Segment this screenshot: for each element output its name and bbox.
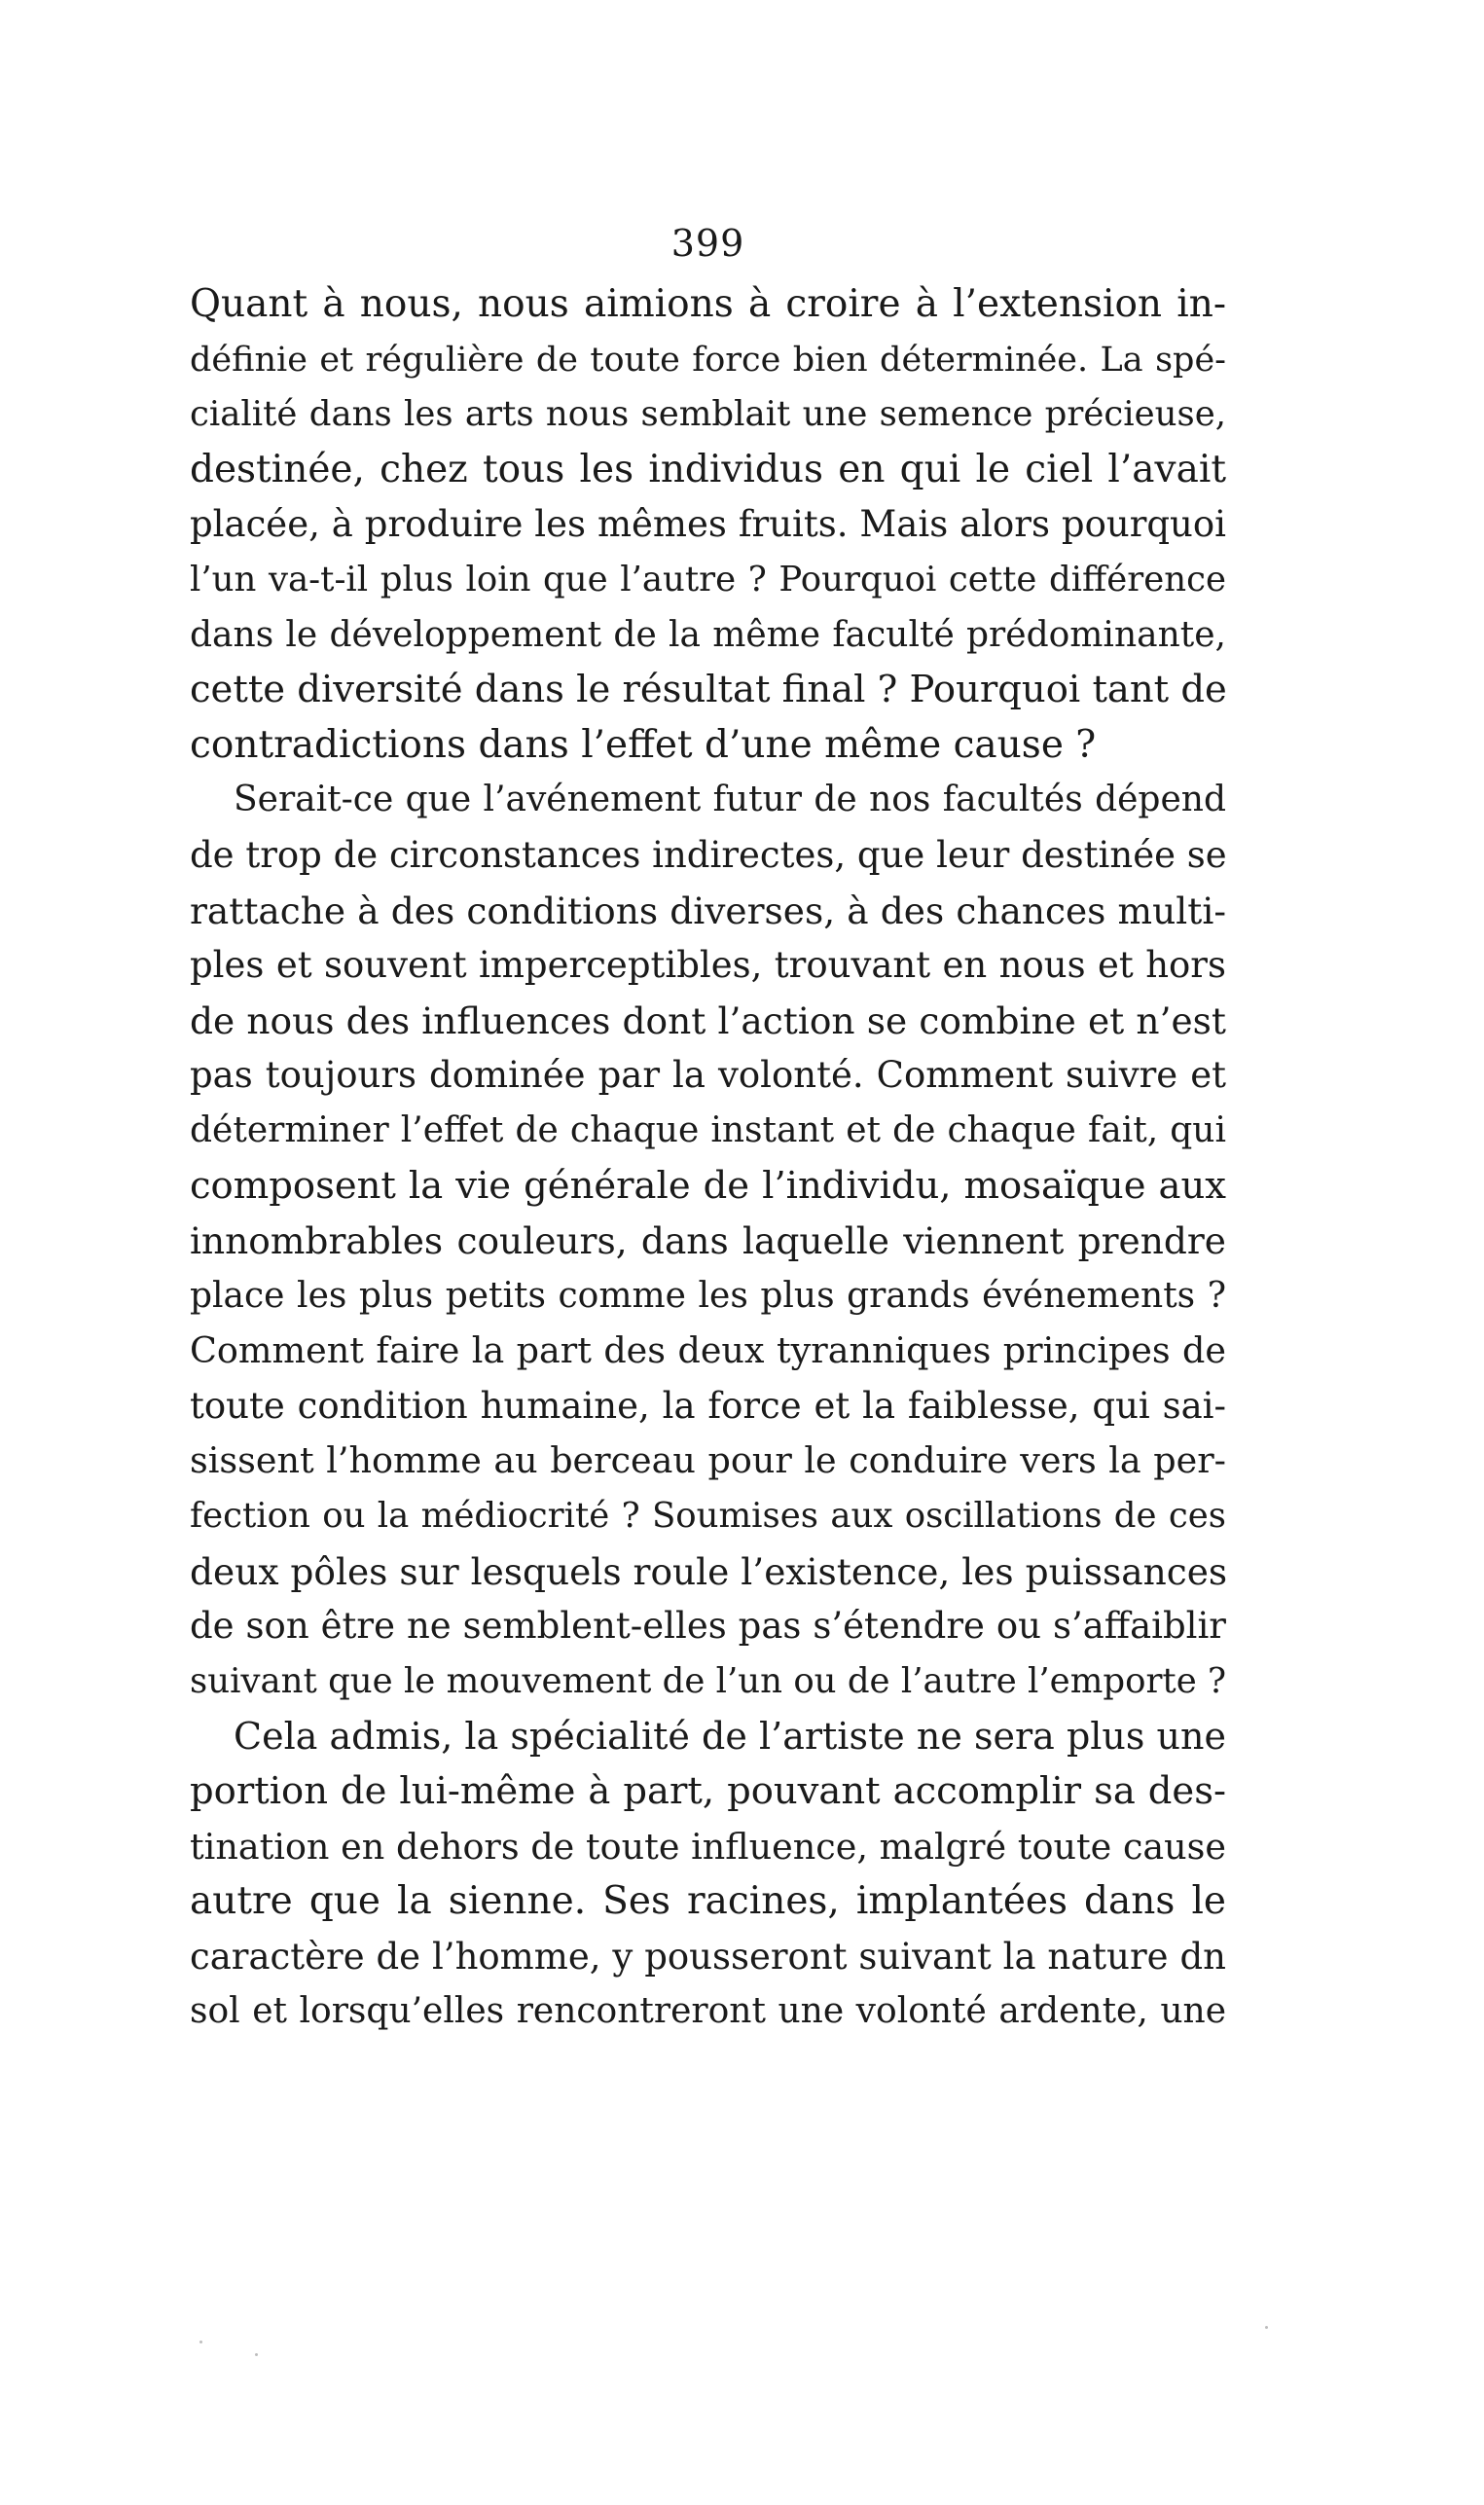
text-line: ples et souvent imperceptibles, trouvant en nous et hors (190, 944, 1226, 987)
paper-speck (255, 2353, 258, 2356)
text-line: dans le développement de la même faculté prédominante, (190, 614, 1226, 655)
text-line: sol et lorsqu’elles rencontreront une volonté ardente, une (190, 1991, 1226, 2032)
text-line: déterminer l’effet de chaque instant et de chaque fait, qui (190, 1109, 1226, 1150)
text-line: innombrables couleurs, dans laquelle viennent prendre (190, 1219, 1226, 1263)
text-line: caractère de l’homme, y pousseront suivant la nature dn (190, 1935, 1226, 1978)
text-line: deux pôles sur lesquels roule l’existence, les puissances (190, 1549, 1228, 1593)
text-line: de nous des influences dont l’action se combine et n’est (190, 998, 1226, 1042)
text-line: l’un va-t-il plus loin que l’autre ? Pourquoi cette différence (190, 559, 1226, 599)
text-line: sissent l’homme au berceau pour le conduire vers la per- (190, 1439, 1226, 1482)
text-line: toute condition humaine, la force et la faiblesse, qui sai- (190, 1384, 1226, 1427)
text-line: Quant à nous, nous aimions à croire à l’extension in- (190, 282, 1226, 326)
paper-speck (199, 2341, 202, 2343)
text-line: placée, à produire les mêmes fruits. Mais alors pourquoi (190, 503, 1226, 546)
text-line: place les plus petits comme les plus grands événements ? (190, 1275, 1226, 1316)
text-line: autre que la sienne. Ses racines, implantées dans le (190, 1879, 1226, 1924)
text-line: tination en dehors de toute influence, malgré toute cause (190, 1825, 1226, 1868)
text-line: fection ou la médiocrité ? Soumises aux oscillations de ces (190, 1496, 1226, 1537)
text-line: cette diversité dans le résultat final ? Pourquoi tant de (190, 668, 1227, 712)
text-line: pas toujours dominée par la volonté. Comment suivre et (190, 1054, 1226, 1097)
paper-speck (1265, 2326, 1268, 2329)
text-line: suivant que le mouvement de l’un ou de l’autre l’emporte ? (190, 1660, 1227, 1701)
text-line: contradictions dans l’effet d’une même cause ? (190, 722, 1097, 767)
text-line: Comment faire la part des deux tyranniques principes de (190, 1329, 1226, 1372)
text-line: portion de lui-même à part, pouvant accomplir sa des- (190, 1769, 1226, 1814)
text-line: destinée, chez tous les individus en qui le ciel l’avait (190, 447, 1226, 491)
text-line: cialité dans les arts nous semblait une semence précieuse, (190, 394, 1226, 435)
body-text (190, 277, 1226, 2040)
text-line: de son être ne semblent-elles pas s’étendre ou s’affaiblir (190, 1605, 1226, 1648)
text-line: Serait-ce que l’avénement futur de nos facultés dépend (234, 780, 1226, 820)
text-line: rattache à des conditions diverses, à des chances multi- (190, 889, 1226, 932)
text-line: composent la vie générale de l’individu, mosaïque aux (190, 1163, 1226, 1208)
text-line: Cela admis, la spécialité de l’artiste ne sera plus une (234, 1715, 1226, 1759)
text-line: définie et régulière de toute force bien déterminée. La spé- (190, 340, 1226, 380)
page-number: 399 (670, 222, 745, 265)
text-line: de trop de circonstances indirectes, que leur destinée se (190, 833, 1227, 876)
